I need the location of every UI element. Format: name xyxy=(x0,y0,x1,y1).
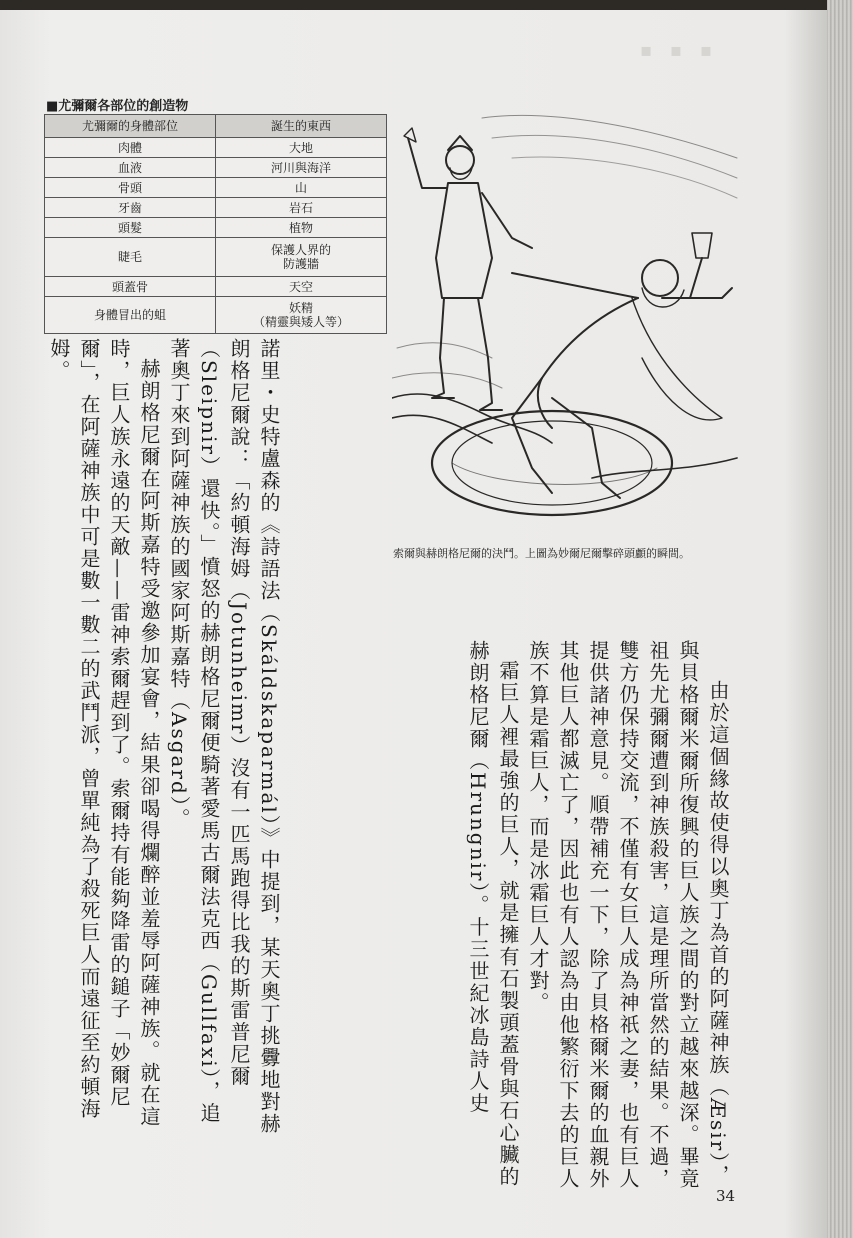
table-cell: 山 xyxy=(216,178,387,198)
table-cell: 睫毛 xyxy=(45,238,216,277)
table-row xyxy=(45,277,387,297)
hrungnir-figure xyxy=(404,128,532,410)
faded-running-header: ▪ ▪ ▪ xyxy=(640,40,719,61)
paragraph: 赫朗格尼爾在阿斯嘉特受邀參加宴會，結果卻喝得爛醉並羞辱阿薩神族。就在這時，巨人族永遠的天敵——雷神索爾趕到了。索爾持有能夠降雷的鎚子「妙爾尼爾」，在阿薩神族中可是數一數二的武鬥派，曾單純為了殺死巨人而遠征至約頓海姆。 xyxy=(47,338,161,1128)
creation-table xyxy=(44,114,387,334)
table-cell: 頭髮 xyxy=(45,218,216,238)
table-cell: 肉體 xyxy=(45,138,216,158)
table-cell: 河川與海洋 xyxy=(216,158,387,178)
table-header-row xyxy=(45,115,387,138)
table-cell: 大地 xyxy=(216,138,387,158)
paragraph: 由於這個緣故使得以奧丁為首的阿薩神族（Æsir），與貝格爾米爾所復興的巨人族之間的對立越來越深。畢竟祖先尤彌爾遭到神族殺害，這是理所當然的結果。不過，雙方仍保持交流，不僅有女巨人成為神祇之妻，也有巨人提供諸神意見。順帶補充一下，除了貝格爾米爾的血親外其他巨人都滅亡了，因此也有人認為由他繁衍下去的巨人族不算是霜巨人，而是冰霜巨人才對。 xyxy=(526,640,730,1190)
upper-text-block xyxy=(463,640,736,1205)
thor-hrungnir-duel-illustration xyxy=(392,98,742,538)
table-row xyxy=(45,218,387,238)
table-title: ■尤彌爾各部位的創造物 xyxy=(46,99,189,114)
table-cell: 頭蓋骨 xyxy=(45,277,216,297)
illustration-caption: 索爾與赫朗格尼爾的決鬥。上圖為妙爾尼爾擊碎頭顱的瞬間。 xyxy=(393,547,690,560)
table-row xyxy=(45,138,387,158)
paragraph: 霜巨人裡最強的巨人，就是擁有石製頭蓋骨與石心臟的赫朗格尼爾（Hrungnir）。十三世紀冰島詩人史 xyxy=(466,640,520,1188)
column-header-created-thing: 誕生的東西 xyxy=(216,115,387,138)
table-cell: 血液 xyxy=(45,158,216,178)
column-header-body-part: 尤彌爾的身體部位 xyxy=(45,115,216,138)
lower-text-block xyxy=(44,338,284,1146)
table-cell: 保護人界的 防護牆 xyxy=(216,238,387,277)
table-row xyxy=(45,178,387,198)
table-cell: 骨頭 xyxy=(45,178,216,198)
background-hatching xyxy=(392,115,737,388)
table-row xyxy=(45,158,387,178)
table-cell: 植物 xyxy=(216,218,387,238)
page-number: 34 xyxy=(716,1187,736,1205)
table-row xyxy=(45,198,387,218)
table-cell: 岩石 xyxy=(216,198,387,218)
table-row xyxy=(45,297,387,334)
scan-top-border xyxy=(0,0,853,10)
thor-figure xyxy=(512,233,732,498)
page-edge xyxy=(827,0,853,1238)
table-row xyxy=(45,238,387,277)
table-cell: 牙齒 xyxy=(45,198,216,218)
table-cell: 妖精 （精靈與矮人等） xyxy=(216,297,387,334)
table-cell: 天空 xyxy=(216,277,387,297)
table-cell: 身體冒出的蛆 xyxy=(45,297,216,334)
paragraph: 諾里・史特盧森的《詩語法（Skáldskaparmál）》中提到，某天奧丁挑釁地對赫朗格尼爾說：「約頓海姆（Jotunheimr）沒有一匹馬跑得比我的斯雷普尼爾（Sleipnir）還快。」憤怒的赫朗格尼爾便騎著愛馬古爾法克西（Gullfaxi），追著奧丁來到阿薩神族的國家阿斯嘉特（Asgard）。 xyxy=(167,338,281,1135)
